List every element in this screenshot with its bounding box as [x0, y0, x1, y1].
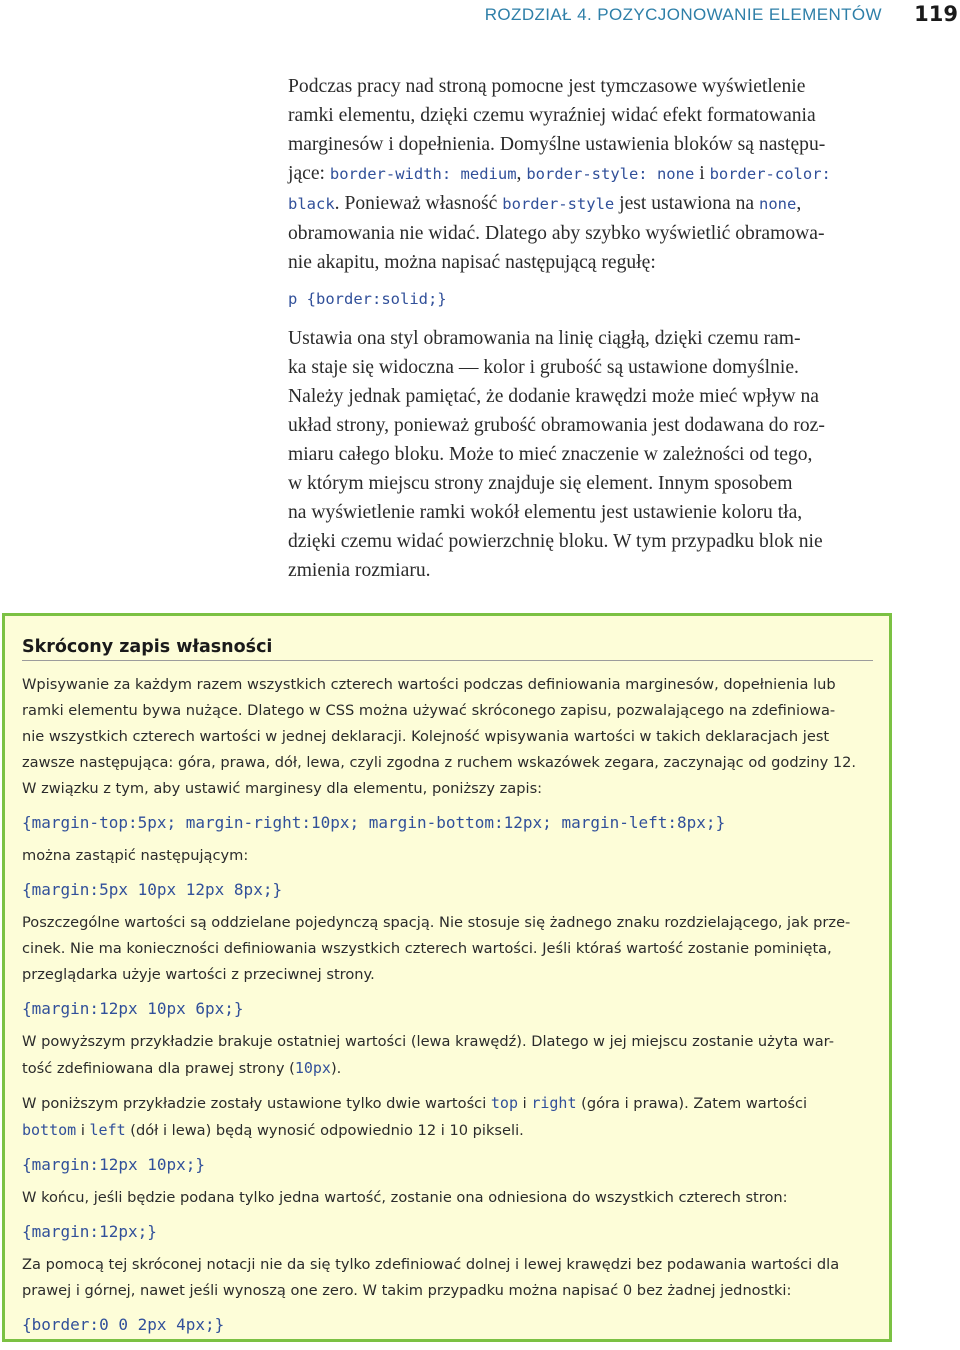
text-line: w którym miejscu strony znajduje się element. Innym sposobem: [288, 473, 793, 494]
inline-code: 10px: [294, 1059, 331, 1077]
code-example: {margin:12px 10px 6px;}: [22, 999, 244, 1018]
text-run: i: [76, 1122, 90, 1139]
running-header: [0, 3, 960, 29]
code-example: p {border:solid;}: [288, 290, 447, 308]
code-example: {margin-top:5px; margin-right:10px; margin-bottom:12px; margin-left:8px;}: [22, 813, 726, 832]
text-line: nie akapitu, można napisać następującą regułę:: [288, 252, 656, 273]
inline-code: right: [531, 1094, 577, 1112]
text-run: jące:: [288, 163, 330, 184]
text-line: Podczas pracy nad stroną pomocne jest tymczasowe wyświetlenie: [288, 76, 806, 97]
sidebar-paragraph: [22, 1252, 884, 1304]
text-line: Ustawia ona styl obramowania na linię ciągłą, dzięki czemu ram-: [288, 328, 801, 349]
inline-code: border-width: medium: [329, 165, 517, 183]
text-line: ramki elementu bywa nużące. Dlatego w CSS można używać skróconego zapisu, pozwalającego na zdefiniowa-: [22, 702, 836, 719]
text-line: [288, 189, 898, 219]
text-line: W końcu, jeśli będzie podana tylko jedna wartość, zostanie ona odniesiona do wszystkich czterech stron:: [22, 1189, 788, 1206]
text-line: Za pomocą tej skróconej notacji nie da się tylko zdefiniować dolnej i lewej krawędzi bez podawania wartości dla: [22, 1256, 840, 1273]
paragraph-explanation: [288, 324, 898, 585]
text-line: można zastąpić następującym:: [22, 847, 249, 864]
code-example: {margin:12px;}: [22, 1222, 157, 1241]
text-run: ,: [516, 163, 527, 184]
text-line: prawej i górnej, nawet jeśli wynoszą one zero. W takim przypadku można napisać 0 bez żadnej jednostki:: [22, 1282, 792, 1299]
inline-code: top: [490, 1094, 518, 1112]
chapter-title: ROZDZIAŁ 4. POZYCJONOWANIE ELEMENTÓW: [484, 5, 882, 24]
inline-code: black: [288, 195, 335, 213]
text-line: na wyświetlenie ramki wokół elementu jest ustawienie koloru tła,: [288, 502, 803, 523]
sidebar-paragraph: [22, 843, 884, 869]
text-line: miaru całego bloku. Może to mieć znaczenie w zależności od tego,: [288, 444, 813, 465]
sidebar-paragraph: [22, 672, 884, 802]
text-run: i: [694, 163, 710, 184]
text-line: zmienia rozmiaru.: [288, 560, 431, 581]
sidebar-body: [22, 672, 884, 1345]
text-line: ramki elementu, dzięki czemu wyraźniej widać efekt formatowania: [288, 105, 816, 126]
inline-code: left: [89, 1121, 126, 1139]
inline-code: bottom: [22, 1121, 77, 1139]
text-line: W związku z tym, aby ustawić marginesy dla elementu, poniższy zapis:: [22, 780, 543, 797]
sidebar-box: [2, 613, 892, 1342]
text-line: nie wszystkich czterech wartości w jednej deklaracji. Kolejność wpisywania wartości w takich deklaracjach jest: [22, 728, 830, 745]
sidebar-paragraph: [22, 910, 884, 988]
text-line: [22, 1117, 884, 1144]
text-line: Należy jednak pamiętać, że dodanie krawędzi może mieć wpływ na: [288, 386, 819, 407]
text-line: ka staje się widoczna — kolor i grubość są ustawione domyślnie.: [288, 357, 799, 378]
sidebar-paragraph: [22, 1090, 884, 1144]
text-run: . Ponieważ własność: [334, 193, 503, 214]
text-line: przeglądarka użyje wartości z przeciwnej strony.: [22, 966, 375, 983]
text-line: Poszczególne wartości są oddzielane pojedynczą spacją. Nie stosuje się żadnego znaku rozdzielającego, jak prze-: [22, 914, 851, 931]
text-line: [288, 159, 898, 189]
text-line: cinek. Nie ma konieczności definiowania wszystkich czterech wartości. Jeśli któraś wartość zostanie pominięta,: [22, 940, 832, 957]
text-line: zawsze następująca: góra, prawa, dół, lewa, czyli zgodna z ruchem wskazówek zegara, zaczynając od godziny 12.: [22, 754, 857, 771]
text-run: ,: [796, 193, 802, 214]
text-line: [22, 1055, 884, 1082]
text-line: [22, 1090, 884, 1117]
text-run: ).: [330, 1060, 342, 1077]
code-example: {margin:5px 10px 12px 8px;}: [22, 880, 283, 899]
text-line: W powyższym przykładzie brakuje ostatniej wartości (lewa krawędź). Dlatego w jej miejscu zostanie użyta war-: [22, 1033, 834, 1050]
sidebar-title: Skrócony zapis własności: [22, 637, 873, 661]
inline-code: border-style: [502, 195, 615, 213]
inline-code: border-style: none: [526, 165, 695, 183]
text-line: dzięki czemu widać powierzchnię bloku. W tym przypadku blok nie: [288, 531, 823, 552]
inline-code: border-color:: [709, 165, 831, 183]
text-run: (dół i lewa) będą wynosić odpowiednio 12 i 10 pikseli.: [125, 1122, 524, 1139]
page-number: 119: [914, 2, 958, 26]
text-line: układ strony, ponieważ grubość obramowania jest dodawana do roz-: [288, 415, 825, 436]
text-line: Wpisywanie za każdym razem wszystkich czterech wartości podczas definiowania marginesów, dopełnienia lub: [22, 676, 836, 693]
text-run: W poniższym przykładzie zostały ustawione tylko dwie wartości: [22, 1095, 491, 1112]
paragraph-intro: [288, 72, 898, 277]
text-line: obramowania nie widać. Dlatego aby szybko wyświetlić obramowa-: [288, 223, 825, 244]
inline-code: none: [759, 195, 797, 213]
text-line: marginesów i dopełnienia. Domyślne ustawienia bloków są następu-: [288, 134, 826, 155]
text-run: (góra i prawa). Zatem wartości: [576, 1095, 808, 1112]
sidebar-paragraph: [22, 1029, 884, 1082]
code-example: {margin:12px 10px;}: [22, 1155, 206, 1174]
text-run: tość zdefiniowana dla prawej strony (: [22, 1060, 295, 1077]
code-example: {border:0 0 2px 4px;}: [22, 1315, 225, 1334]
sidebar-paragraph: [22, 1185, 884, 1211]
text-run: jest ustawiona na: [614, 193, 760, 214]
main-text: [288, 72, 898, 585]
text-run: i: [518, 1095, 532, 1112]
